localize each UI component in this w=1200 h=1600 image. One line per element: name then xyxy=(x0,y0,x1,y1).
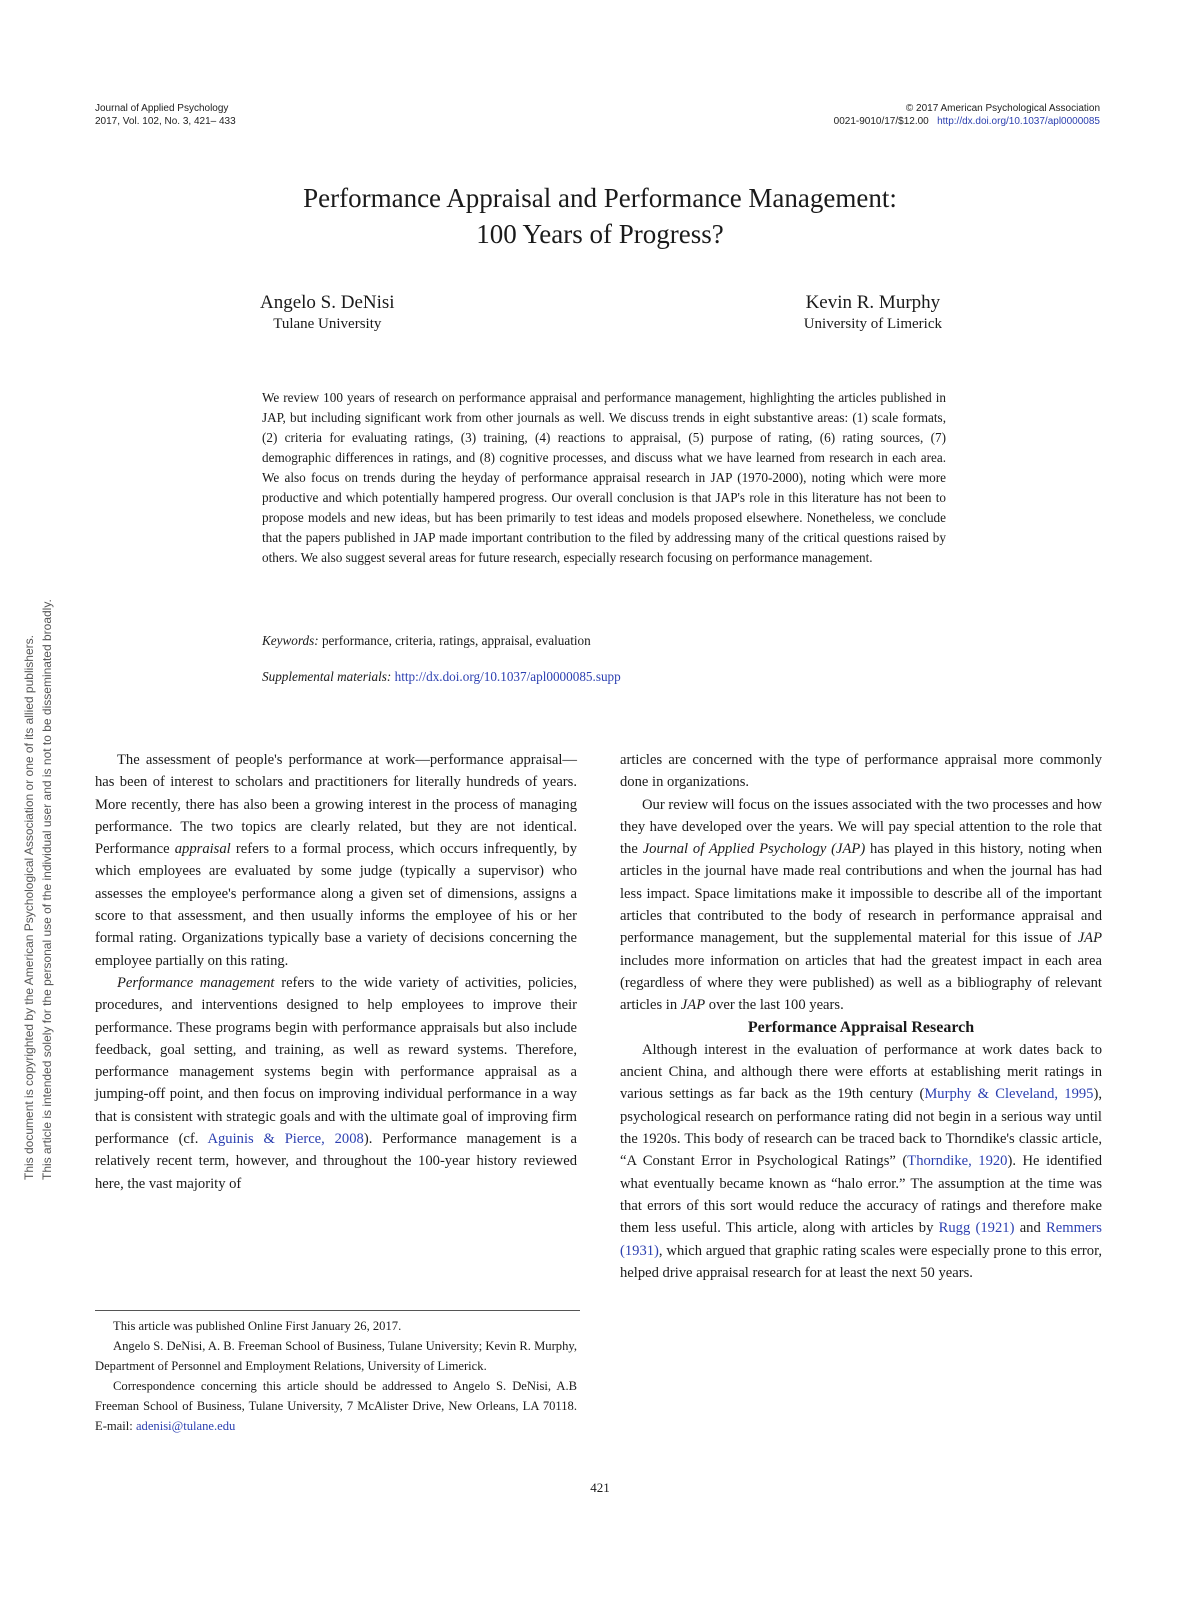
paragraph: The assessment of people's performance at work—performance appraisal—has been of interest to scholars and practitioners for literally hundreds of years. More recently, there has also been a growing interest in the process of managing performance. The two topics are clearly related, but they are not identical. Performance appraisal refers to a formal process, which occurs infrequently, by which employees are evaluated by some judge (typically a supervisor) who assesses the employee's performance along a given set of dimensions, assigns a score to that assessment, and then usually informs the employee of his or her formal rating. Organizations typically base a variety of decisions concerning the employee partially on this rating. xyxy=(95,752,578,969)
article-title xyxy=(0,180,1200,252)
title-line-1: Performance Appraisal and Performance Management: xyxy=(303,183,897,213)
journal-header-left xyxy=(95,102,236,128)
emphasis: Performance management xyxy=(117,974,275,991)
citation-link[interactable]: Murphy & Cleveland, 1995 xyxy=(924,1086,1094,1103)
footnote: Correspondence concerning this article should be addressed to Angelo S. DeNisi, A.B Freeman School of Business, Tulane University, 7 McAlister Drive, New Orleans, LA 70118. E-mail: adenisi@tulane.edu xyxy=(95,1379,577,1433)
doi-link[interactable]: http://dx.doi.org/10.1037/apl0000085 xyxy=(937,116,1100,127)
emphasis: Journal of Applied Psychology (JAP) xyxy=(642,841,866,858)
author-affiliation: University of Limerick xyxy=(803,316,942,332)
copyright-side-notice: This document is copyrighted by the American Psychological Association or one of its allied publishers. xyxy=(22,635,36,1180)
journal-header-right xyxy=(834,102,1100,128)
author-block-2 xyxy=(804,292,942,334)
body-column-left xyxy=(95,749,577,1195)
footnote: This article was published Online First January 26, 2017. xyxy=(113,1319,402,1333)
email-link[interactable]: adenisi@tulane.edu xyxy=(135,1419,236,1433)
footnote: Angelo S. DeNisi, A. B. Freeman School of Business, Tulane University; Kevin R. Murphy, Department of Personnel and Employment Relations, University of Limerick. xyxy=(95,1339,577,1373)
paragraph: Although interest in the evaluation of performance at work dates back to ancient China, and although there were efforts at establishing merit ratings in various settings as far back as the 19th century (Murphy & Cleveland, 1995), psychological research on performance rating did not begin in a serious way until the 1920s. This body of research can be traced back to Thorndike's classic article, “A Constant Error in Psychological Ratings” (Thorndike, 1920). He identified what eventually became known as “halo error.” The assumption at the time was that errors of this sort would reduce the accuracy of ratings and therefore make them less useful. This article, along with articles by Rugg (1921) and Remmers (1931), which argued that graphic rating scales were especially prone to this error, helped drive appraisal research for at least the next 50 years. xyxy=(620,1041,1102,1281)
issn-doi-line xyxy=(834,115,1100,128)
section-heading: Performance Appraisal Research xyxy=(747,1018,975,1036)
emphasis: JAP xyxy=(1077,930,1102,947)
author-name: Kevin R. Murphy xyxy=(805,292,941,313)
issn: 0021-9010/17/$12.00 xyxy=(833,116,929,127)
paragraph: Performance management refers to the wide variety of activities, policies, procedures, and interventions designed to help employees to improve their performance. These programs begin with performance appraisals but also include feedback, goal setting, and training, as well as reward systems. Therefore, performance management systems begin with performance appraisal as a jumping-off point, and then focus on improving individual performance in a way that is consistent with strategic goals and with the ultimate goal of improving firm performance (cf. Aguinis & Pierce, 2008). Performance management is a relatively recent term, however, and throughout the 100-year history reviewed here, the vast majority of xyxy=(95,974,577,1192)
supplemental-label: Supplemental materials: xyxy=(262,669,392,684)
usage-side-notice: This article is intended solely for the personal use of the individual user and is not to be disseminated broadly. xyxy=(40,599,54,1180)
emphasis: appraisal xyxy=(174,841,231,858)
paragraph: Our review will focus on the issues associated with the two processes and how they have developed over the years. We will pay special attention to the role that the Journal of Applied Psychology (JAP) has played in this history, noting when articles in the journal have made real contributions and when the journal has had less impact. Space limitations make it impossible to describe all of the important articles that contributed to the body of research in performance appraisal and performance management, but the supplemental material for this issue of JAP includes more information on articles that had the greatest impact in each area (regardless of where they were published) as well as a bibliography of relevant articles in JAP over the last 100 years. xyxy=(620,796,1102,1014)
abstract: We review 100 years of research on performance appraisal and performance management, highlighting the articles published in JAP, but including significant work from other journals as well. We discuss trends in eight substantive areas: (1) scale formats, (2) criteria for evaluating ratings, (3) training, (4) reactions to appraisal, (5) purpose of rating, (6) rating sources, (7) demographic differences in ratings, and (8) cognitive processes, and discuss what we have learned from research in each area. We also focus on trends during the heyday of performance appraisal research in JAP (1970-2000), noting which were more productive and which potentially hampered progress. Our overall conclusion is that JAP's role in this literature has not been to propose models and new ideas, but has been primarily to test ideas and models proposed elsewhere. Nonetheless, we conclude that the papers published in JAP made important contribution to the filed by addressing many of the critical questions raised by others. We also suggest several areas for future research, especially research focusing on performance management. xyxy=(262,390,946,565)
author-block-1 xyxy=(260,292,395,334)
author-affiliation: Tulane University xyxy=(273,316,382,332)
journal-name: Journal of Applied Psychology xyxy=(95,103,229,114)
citation-link[interactable]: Thorndike, 1920 xyxy=(907,1153,1008,1170)
body-column-right xyxy=(620,749,1102,1284)
footnote-divider xyxy=(95,1310,580,1311)
supplemental-materials xyxy=(262,669,621,685)
footnotes xyxy=(95,1316,577,1436)
paragraph: articles are concerned with the type of performance appraisal more commonly done in organizations. xyxy=(620,752,1102,791)
page-number: 421 xyxy=(590,1480,610,1495)
emphasis: JAP xyxy=(680,997,706,1014)
keywords xyxy=(262,633,591,649)
copyright: © 2017 American Psychological Association xyxy=(905,103,1100,114)
citation-link[interactable]: Remmers (1931) xyxy=(620,1220,1102,1259)
citation-link[interactable]: Rugg (1921) xyxy=(938,1220,1015,1237)
citation-link[interactable]: Aguinis & Pierce, 2008 xyxy=(207,1131,364,1148)
keywords-list: performance, criteria, ratings, appraisal, evaluation xyxy=(321,633,591,648)
keywords-label: Keywords: xyxy=(262,633,319,648)
supplemental-link[interactable]: http://dx.doi.org/10.1037/apl0000085.supp xyxy=(394,669,621,684)
title-line-2: 100 Years of Progress? xyxy=(476,219,724,249)
author-name: Angelo S. DeNisi xyxy=(260,292,395,313)
journal-volume: 2017, Vol. 102, No. 3, 421– 433 xyxy=(95,116,236,127)
